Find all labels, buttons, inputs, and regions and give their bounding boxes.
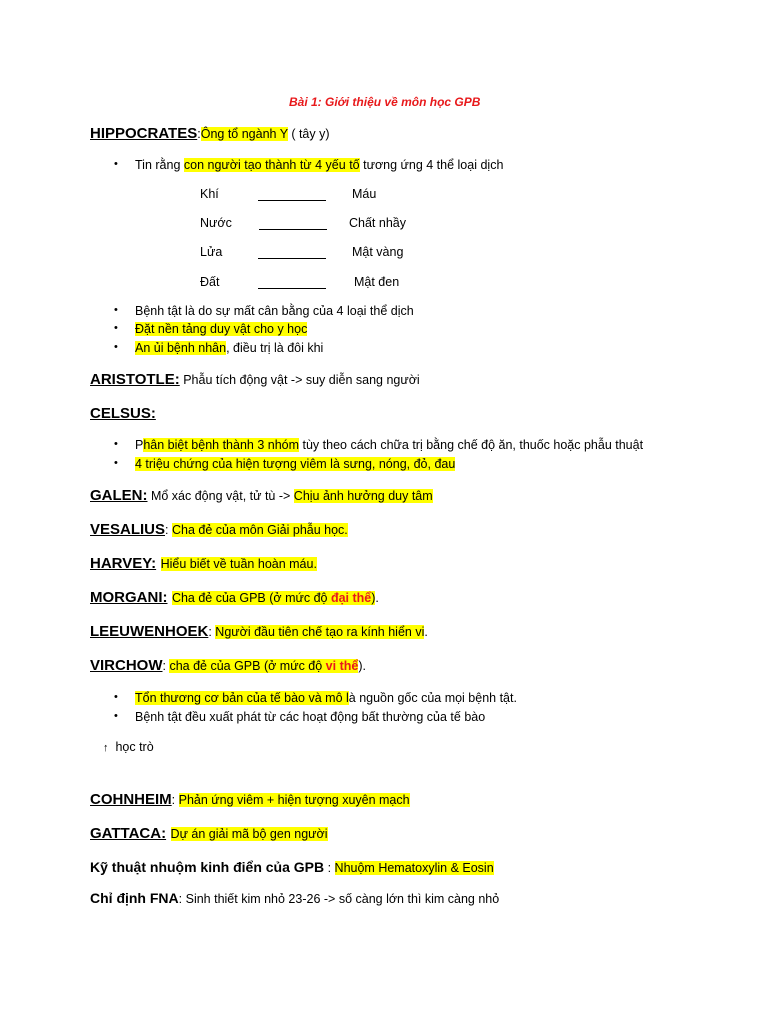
morgani-heading: MORGANI: bbox=[90, 589, 168, 606]
hippocrates-heading: HIPPOCRATES bbox=[90, 125, 198, 142]
element-right: Chất nhầy bbox=[349, 216, 406, 230]
bullet-icon: • bbox=[114, 322, 118, 334]
celsus-line bbox=[90, 405, 156, 423]
element-left: Lửa bbox=[200, 245, 223, 259]
hippocrates-desc: Ông tổ ngành Y bbox=[200, 127, 288, 141]
virchow-bullet-2: Bệnh tật đều xuất phát từ các hoạt động bất thường của tế bào bbox=[135, 710, 486, 724]
divider bbox=[258, 200, 326, 201]
hippocrates-bullet-1: Tin rằng con người tạo thành từ 4 yếu tố tương ứng 4 thể loại dịch bbox=[135, 158, 504, 172]
bullet-icon: • bbox=[114, 457, 118, 469]
harvey-heading: HARVEY: bbox=[90, 555, 157, 572]
element-right: Mật đen bbox=[354, 275, 400, 289]
leeuwenhoek-heading: LEEUWENHOEK bbox=[90, 623, 209, 640]
fna-label: Chỉ định FNA bbox=[90, 890, 179, 906]
gattaca-heading: GATTACA: bbox=[90, 825, 167, 842]
hippocrates-bullet-2: Bệnh tật là do sự mất cân bằng của 4 loại thể dịch bbox=[135, 304, 414, 318]
bullet-icon: • bbox=[114, 341, 118, 353]
vesalius-heading: VESALIUS bbox=[90, 521, 166, 538]
element-left: Nước bbox=[200, 216, 232, 230]
technique-line: Kỹ thuật nhuộm kinh điển của GPB : Nhuộm Hematoxylin & Eosin bbox=[90, 859, 494, 875]
bullet-icon: • bbox=[114, 691, 118, 703]
gattaca-line: GATTACA: Dự án giải mã bộ gen người bbox=[90, 825, 328, 842]
galen-line: GALEN: Mổ xác động vật, tử tù -> Chịu ảnh hưởng duy tâm bbox=[90, 487, 433, 504]
aristotle-heading: ARISTOTLE: bbox=[90, 371, 180, 388]
fna-line: Chỉ định FNA: Sinh thiết kim nhỏ 23-26 -> số càng lớn thì kim càng nhỏ bbox=[90, 890, 500, 906]
arrow-up-icon: ↑ bbox=[103, 742, 109, 754]
element-right: Máu bbox=[352, 187, 377, 201]
bullet-icon: • bbox=[114, 304, 118, 316]
virchow-line: VIRCHOW: cha đẻ của GPB (ở mức độ vi thể). bbox=[90, 657, 366, 674]
divider bbox=[258, 258, 326, 259]
aristotle-line: ARISTOTLE: Phẫu tích động vật -> suy diễn sang người bbox=[90, 371, 420, 388]
celsus-bullet-2: 4 triệu chứng của hiện tượng viêm là sưng, nóng, đỏ, đau bbox=[135, 457, 456, 471]
cohnheim-heading: COHNHEIM bbox=[90, 791, 172, 808]
galen-heading: GALEN: bbox=[90, 487, 148, 504]
leeuwenhoek-line: LEEUWENHOEK: Người đầu tiên chế tạo ra kính hiển vi. bbox=[90, 623, 428, 640]
divider bbox=[258, 288, 326, 289]
bullet-icon: • bbox=[114, 158, 118, 170]
student-note: ↑ học trò bbox=[103, 740, 154, 754]
divider bbox=[259, 229, 327, 230]
cohnheim-line: COHNHEIM: Phản ứng viêm + hiện tượng xuyên mạch bbox=[90, 791, 410, 808]
virchow-heading: VIRCHOW bbox=[90, 657, 163, 674]
bullet-icon: • bbox=[114, 710, 118, 722]
element-right: Mật vàng bbox=[352, 245, 404, 259]
vesalius-line: VESALIUS: Cha đẻ của môn Giải phẫu học. bbox=[90, 521, 348, 538]
hippocrates-bullet-3: Đặt nền tảng duy vật cho y học bbox=[135, 322, 308, 336]
bullet-icon: • bbox=[114, 438, 118, 450]
page-title: Bài 1: Giới thiệu về môn học GPB bbox=[289, 95, 481, 109]
harvey-line: HARVEY: Hiểu biết về tuần hoàn máu. bbox=[90, 555, 317, 572]
element-left: Đất bbox=[200, 275, 220, 289]
morgani-line: MORGANI: Cha đẻ của GPB (ở mức độ đại thể). bbox=[90, 589, 379, 606]
technique-label: Kỹ thuật nhuộm kinh điển của GPB bbox=[90, 859, 325, 875]
celsus-bullet-1: Phân biệt bệnh thành 3 nhóm tùy theo cách chữa trị bằng chế độ ăn, thuốc hoặc phẫu thuật bbox=[135, 438, 644, 452]
element-left: Khí bbox=[200, 187, 219, 201]
hippocrates-bullet-4: An ủi bệnh nhân, điều trị là đôi khi bbox=[135, 341, 324, 355]
celsus-heading: CELSUS: bbox=[90, 405, 156, 422]
hippocrates-line: HIPPOCRATES:Ông tổ ngành Y ( tây y) bbox=[90, 125, 330, 142]
virchow-bullet-1: Tổn thương cơ bản của tế bào và mô là nguồn gốc của mọi bệnh tật. bbox=[135, 691, 517, 705]
